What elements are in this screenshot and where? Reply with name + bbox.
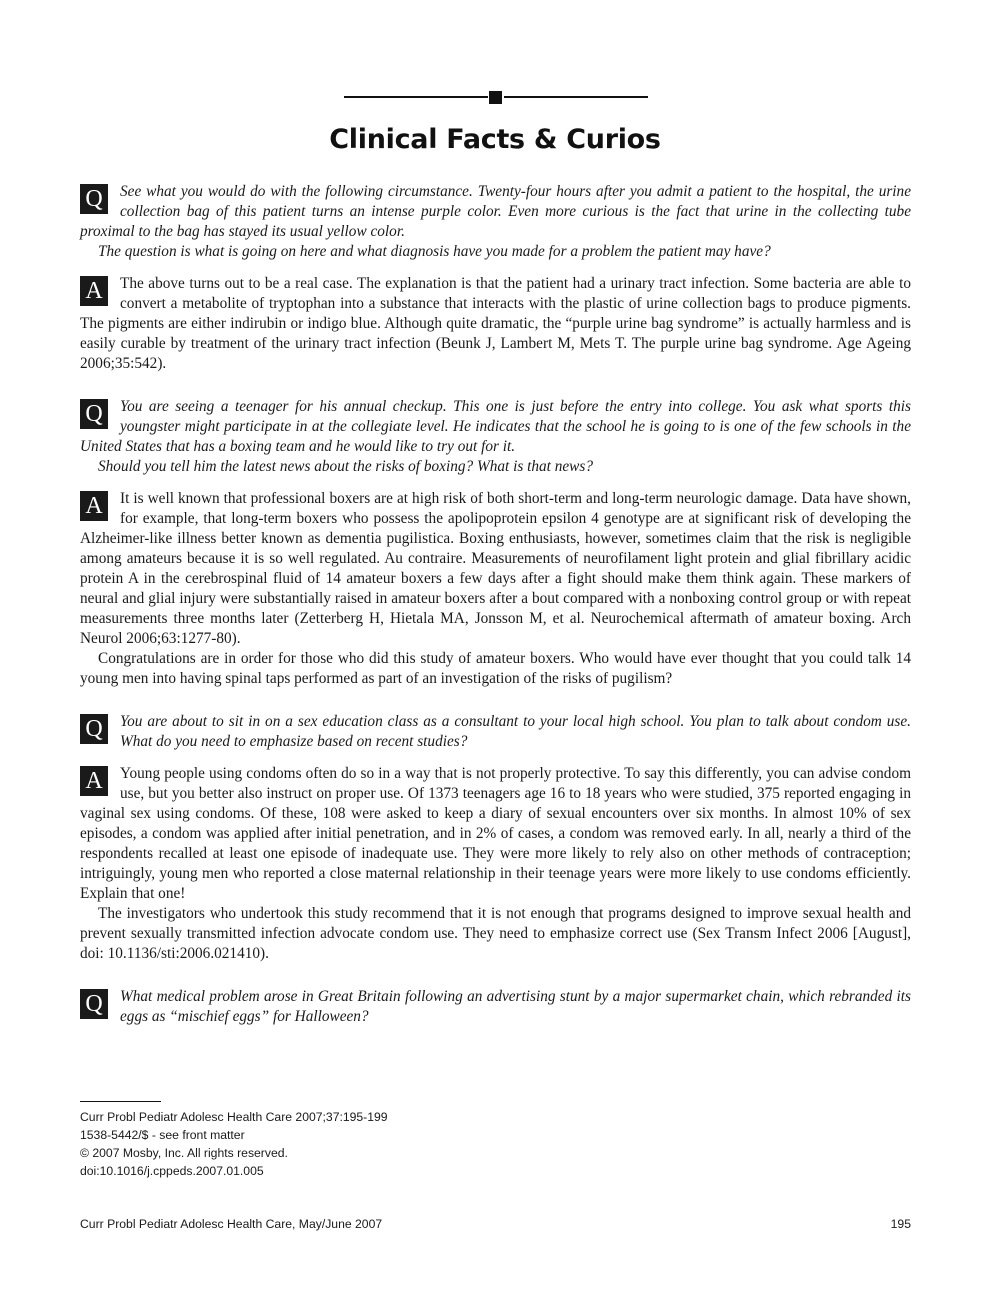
question-text: You are about to sit in on a sex education class as a consultant to your local high school. You plan to talk about condom use. What do you need to emphasize based on recent studies?	[120, 713, 911, 750]
question-text: See what you would do with the following circumstance. Twenty-four hours after you admit a patient to the hospital, the urine collection bag of this patient turns an intense purple color. Even more curious is the fact that urine in the collecting tube proximal to the bag has stayed its usual yellow color.	[80, 183, 911, 240]
question-text: The question is what is going on here and what diagnosis have you made for a problem the patient may have?	[98, 243, 771, 260]
answer-1	[80, 274, 911, 374]
q-badge: Q	[80, 714, 108, 744]
q-badge: Q	[80, 184, 108, 214]
answer-text: Congratulations are in order for those who did this study of amateur boxers. Who would have ever thought that you could talk 14 young men into having spinal taps performed as part of an investigation of the risks of pugilism?	[80, 650, 911, 687]
question-1	[80, 182, 911, 262]
question-4	[80, 987, 911, 1027]
answer-text: Young people using condoms often do so in a way that is not properly protective. To say this differently, you can advise condom use, but you better also instruct on proper use. Of 1373 teenagers age 16 to 18 years who were studied, 375 reported engaging in vaginal sex using condoms. Of these, 108 were asked to keep a diary of sexual encounters over six months. In almost 10% of sex episodes, a condom was applied after initial penetration, and in 2% of cases, a condom was removed early. In all, nearly a third of the respondents recalled at least one episode of inadequate use. They were more likely to rely also on other methods of contraception; intriguingly, young men who reported a close maternal relationship in their teenage years were more likely to use condoms efficiently. Explain that one!	[80, 765, 911, 902]
question-text: What medical problem arose in Great Britain following an advertising stunt by a major supermarket chain, which rebranded its eggs as “mischief eggs” for Halloween?	[120, 988, 911, 1025]
running-footer-journal: Curr Probl Pediatr Adolesc Health Care, May/June 2007	[80, 1217, 383, 1231]
a-badge: A	[80, 276, 108, 306]
ornament-square	[489, 91, 502, 104]
a-badge: A	[80, 766, 108, 796]
question-2	[80, 397, 911, 477]
a-badge: A	[80, 491, 108, 521]
citation-footnote	[80, 1108, 388, 1180]
q-badge: Q	[80, 399, 108, 429]
question-3	[80, 712, 911, 752]
issn-line: 1538-5442/$ - see front matter	[80, 1128, 245, 1142]
ornament-line-right	[504, 96, 648, 98]
copyright-line: © 2007 Mosby, Inc. All rights reserved.	[80, 1146, 288, 1160]
answer-text: The above turns out to be a real case. The explanation is that the patient had a urinary tract infection. Some bacteria are able to convert a metabolite of tryptophan into a substance that interacts with the plastic of urine collection bags to produce pigments. The pigments are either indirubin or indigo blue. Although quite dramatic, the “purple urine bag syndrome” is actually harmless and is easily curable by treatment of the urinary tract infection (Beunk J, Lambert M, Mets T. The purple urine bag syndrome. Age Ageing 2006;35:542).	[80, 275, 911, 372]
answer-text: The investigators who undertook this study recommend that it is not enough that programs designed to improve sexual health and prevent sexually transmitted infection advocate condom use. They need to emphasize correct use (Sex Transm Infect 2006 [August], doi: 10.1136/sti:2006.021410).	[80, 905, 911, 962]
answer-2	[80, 489, 911, 689]
answer-3	[80, 764, 911, 964]
answer-text: It is well known that professional boxers are at high risk of both short-term and long-term neurologic damage. Data have shown, for example, that long-term boxers who possess the apolipoprotein epsilon 4 genotype are at significant risk of developing the Alzheimer-like illness better known as dementia pugilistica. Boxing enthusiasts, however, sometimes claim that the risk is negligible among amateurs because it is so well regulated. Au contraire. Measurements of neurofilament light protein and glial fibrillary acidic protein A in the cerebrospinal fluid of 14 amateur boxers a few days after a fight should make them think again. These markers of neural and glial injury were substantially raised in amateur boxers after a bout compared with a nonboxing control group or with repeat measurements three months later (Zetterberg H, Hietala MA, Jonsson M, et al. Neurochemical aftermath of amateur boxing. Arch Neurol 2006;63:1277-80).	[80, 490, 911, 647]
q-badge: Q	[80, 989, 108, 1019]
doi-line: doi:10.1016/j.cppeds.2007.01.005	[80, 1164, 264, 1178]
question-text: You are seeing a teenager for his annual checkup. This one is just before the entry into college. You ask what sports this youngster might participate in at the collegiate level. He indicates that the school he is going to is one of the few schools in the United States that has a boxing team and he would like to try out for it.	[80, 398, 911, 455]
page-title: Clinical Facts & Curios	[329, 124, 661, 155]
page-number: 195	[890, 1217, 911, 1231]
footnote-rule	[80, 1101, 161, 1102]
question-text: Should you tell him the latest news about the risks of boxing? What is that news?	[98, 458, 593, 475]
citation-line: Curr Probl Pediatr Adolesc Health Care 2007;37:195-199	[80, 1110, 388, 1124]
title-ornament	[344, 91, 648, 104]
ornament-line-left	[344, 96, 488, 98]
